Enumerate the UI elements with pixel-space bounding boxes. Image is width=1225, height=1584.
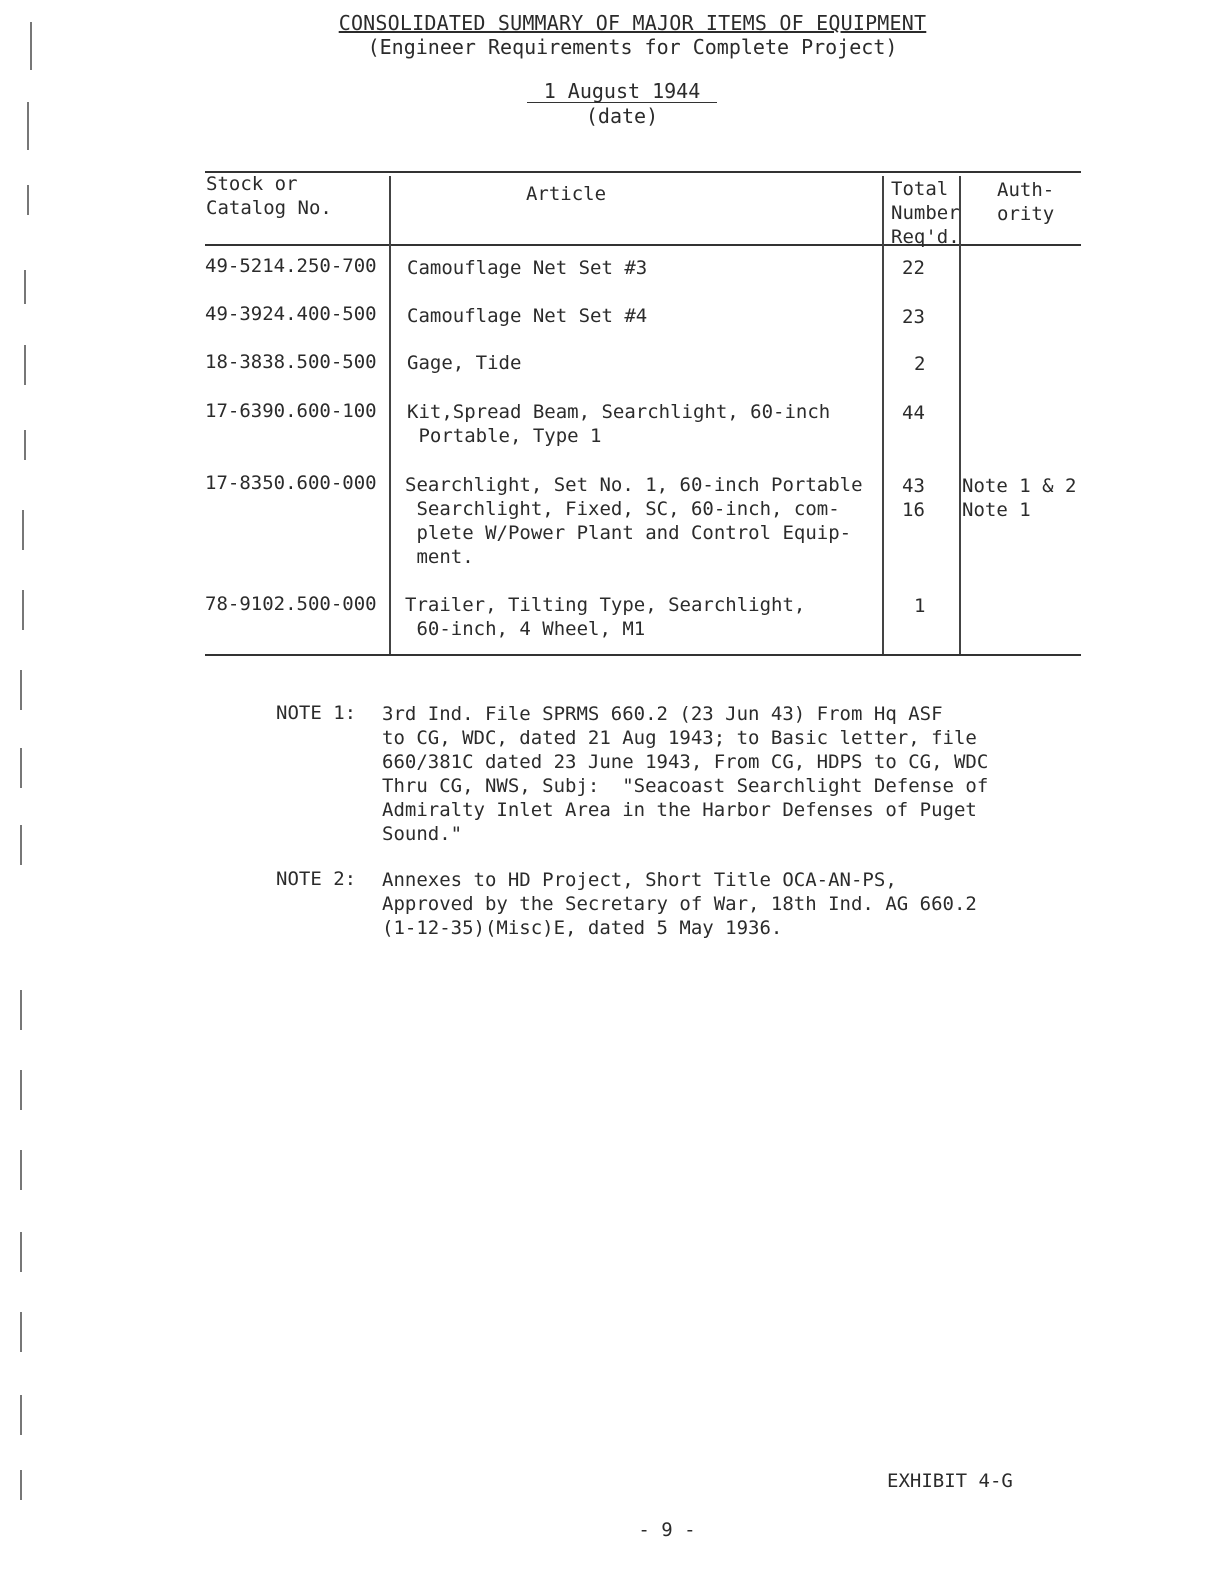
article-description: Camouflage Net Set #3 [407,257,648,279]
stock-number: 17-6390.600-100 [205,400,377,422]
article-description: Trailer, Tilting Type, Searchlight, 60-inch, 4 Wheel, M1 [405,594,806,640]
document-subtitle: (Engineer Requirements for Complete Project) [367,35,898,59]
note-label: NOTE 2: [276,868,357,890]
page-number: - 9 - [638,1519,696,1541]
note-label: NOTE 1: [276,702,357,724]
total-required: 22 [902,257,925,279]
article-description: Camouflage Net Set #4 [407,305,648,327]
authority: Note 1 & 2 Note 1 [962,475,1077,521]
exhibit-label: EXHIBIT 4-G [887,1470,1013,1492]
document-date: 1 August 1944 [527,80,717,103]
table-top-rule [205,171,1081,173]
stock-number: 18-3838.500-500 [205,351,377,373]
header-total: Total Number Req'd. [891,178,960,248]
column-divider-stock [389,176,391,654]
total-required: 23 [902,306,925,328]
stock-number: 78-9102.500-000 [205,593,377,615]
article-description: Kit,Spread Beam, Searchlight, 60-inch Portable, Type 1 [407,401,831,447]
header-stock: Stock or Catalog No. [206,173,332,219]
table-bottom-rule [205,654,1081,656]
header-article: Article [525,183,607,205]
total-required: 1 [914,595,926,617]
article-description: Gage, Tide [407,352,522,374]
column-divider-article [882,176,884,654]
total-required: 44 [902,402,925,424]
stock-number: 49-3924.400-500 [205,303,377,325]
header-authority: Auth- ority [997,179,1055,225]
note-text: Annexes to HD Project, Short Title OCA-AN-PS, Approved by the Secretary of War, 18th Ind. AG 660.2 (1-12-35)(Misc)E, dated 5 May 1936. [382,869,977,939]
note-text: 3rd Ind. File SPRMS 660.2 (23 Jun 43) From Hq ASF to CG, WDC, dated 21 Aug 1943; to Basic letter, file 660/381C dated 23 June 1943, From CG, HDPS to CG, WDC Thru CG, NWS, Subj: "Seacoast Searchlight Defense of Admiralty Inlet Area in the Harbor Defenses of Puget Sound." [382,703,989,845]
document-title: CONSOLIDATED SUMMARY OF MAJOR ITEMS OF EQUIPMENT [338,11,927,35]
article-description: Searchlight, Set No. 1, 60-inch Portable Searchlight, Fixed, SC, 60-inch, com- plete W/Power Plant and Control Equip- ment. [405,474,863,568]
date-label: (date) [585,104,659,128]
total-required: 2 [914,353,926,375]
stock-number: 49-5214.250-700 [205,255,377,277]
stock-number: 17-8350.600-000 [205,472,377,494]
total-required: 43 16 [902,475,925,521]
